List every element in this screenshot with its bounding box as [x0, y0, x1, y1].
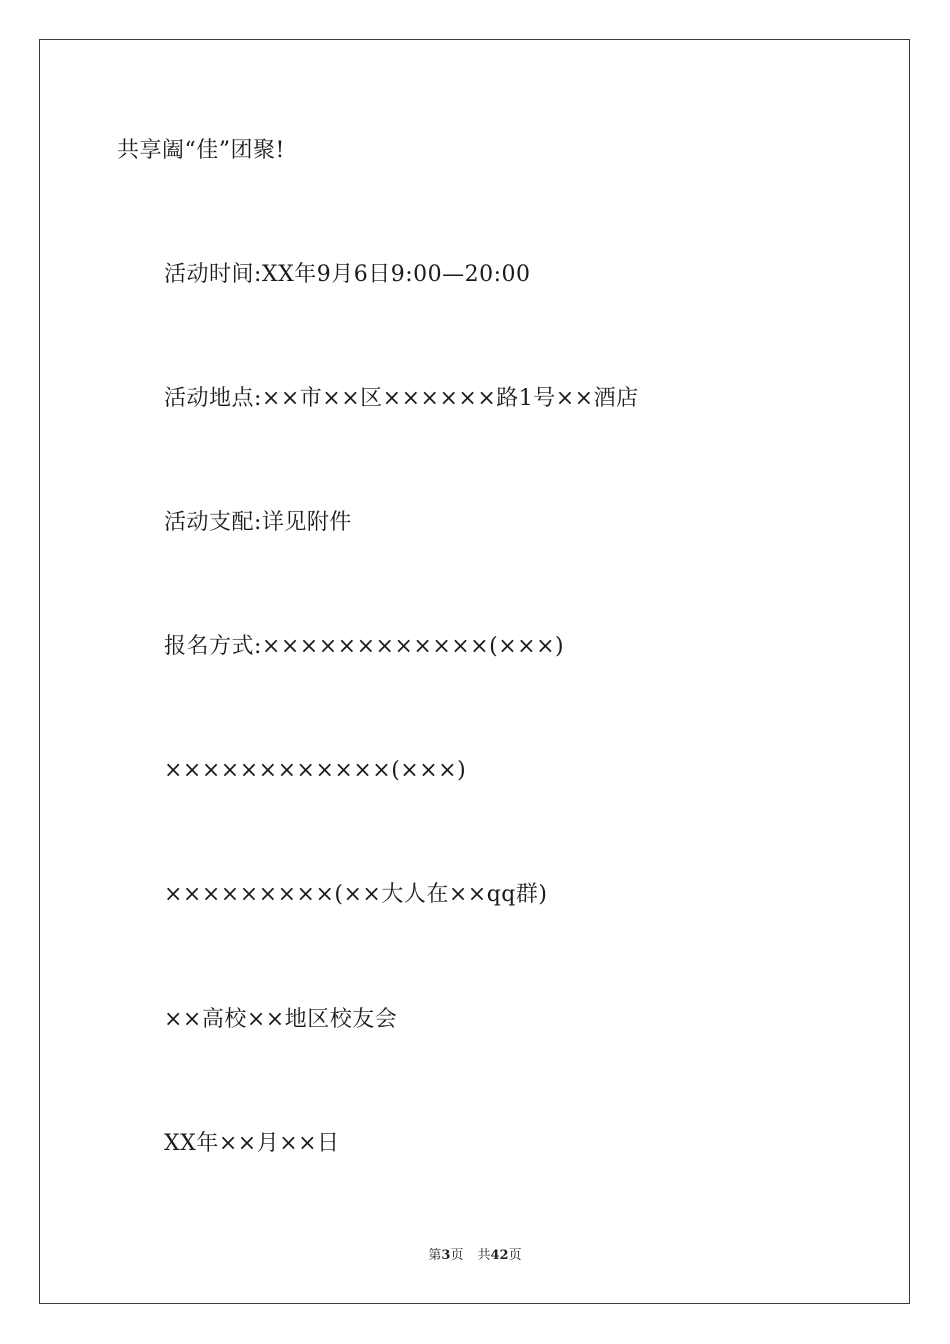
- page-footer: [0, 1247, 950, 1265]
- page-number: 3: [441, 1248, 451, 1263]
- signature-date: XX年××月××日: [164, 1131, 340, 1156]
- event-location: 活动地点:××市××区××××××路1号××酒店: [164, 386, 639, 411]
- total-suffix: 页: [508, 1248, 522, 1263]
- organizer-signature: ××高校××地区校友会: [164, 1007, 398, 1032]
- page-frame: [39, 39, 910, 1304]
- registration-contact-2: ××××××××××××(×××): [164, 758, 467, 783]
- total-pages: 42: [490, 1248, 509, 1263]
- closing-slogan: 共享阖“佳”团聚!: [117, 138, 285, 163]
- page-suffix: 页: [450, 1248, 464, 1263]
- event-time: 活动时间:XX年9月6日9:00—20:00: [164, 262, 531, 287]
- registration-method: 报名方式:××××××××××××(×××): [164, 634, 565, 659]
- total-prefix: 共: [477, 1248, 491, 1263]
- page-prefix: 第: [428, 1248, 442, 1263]
- event-arrangement: 活动支配:详见附件: [164, 510, 352, 535]
- registration-contact-3: ×××××××××(××大人在××qq群): [164, 882, 548, 907]
